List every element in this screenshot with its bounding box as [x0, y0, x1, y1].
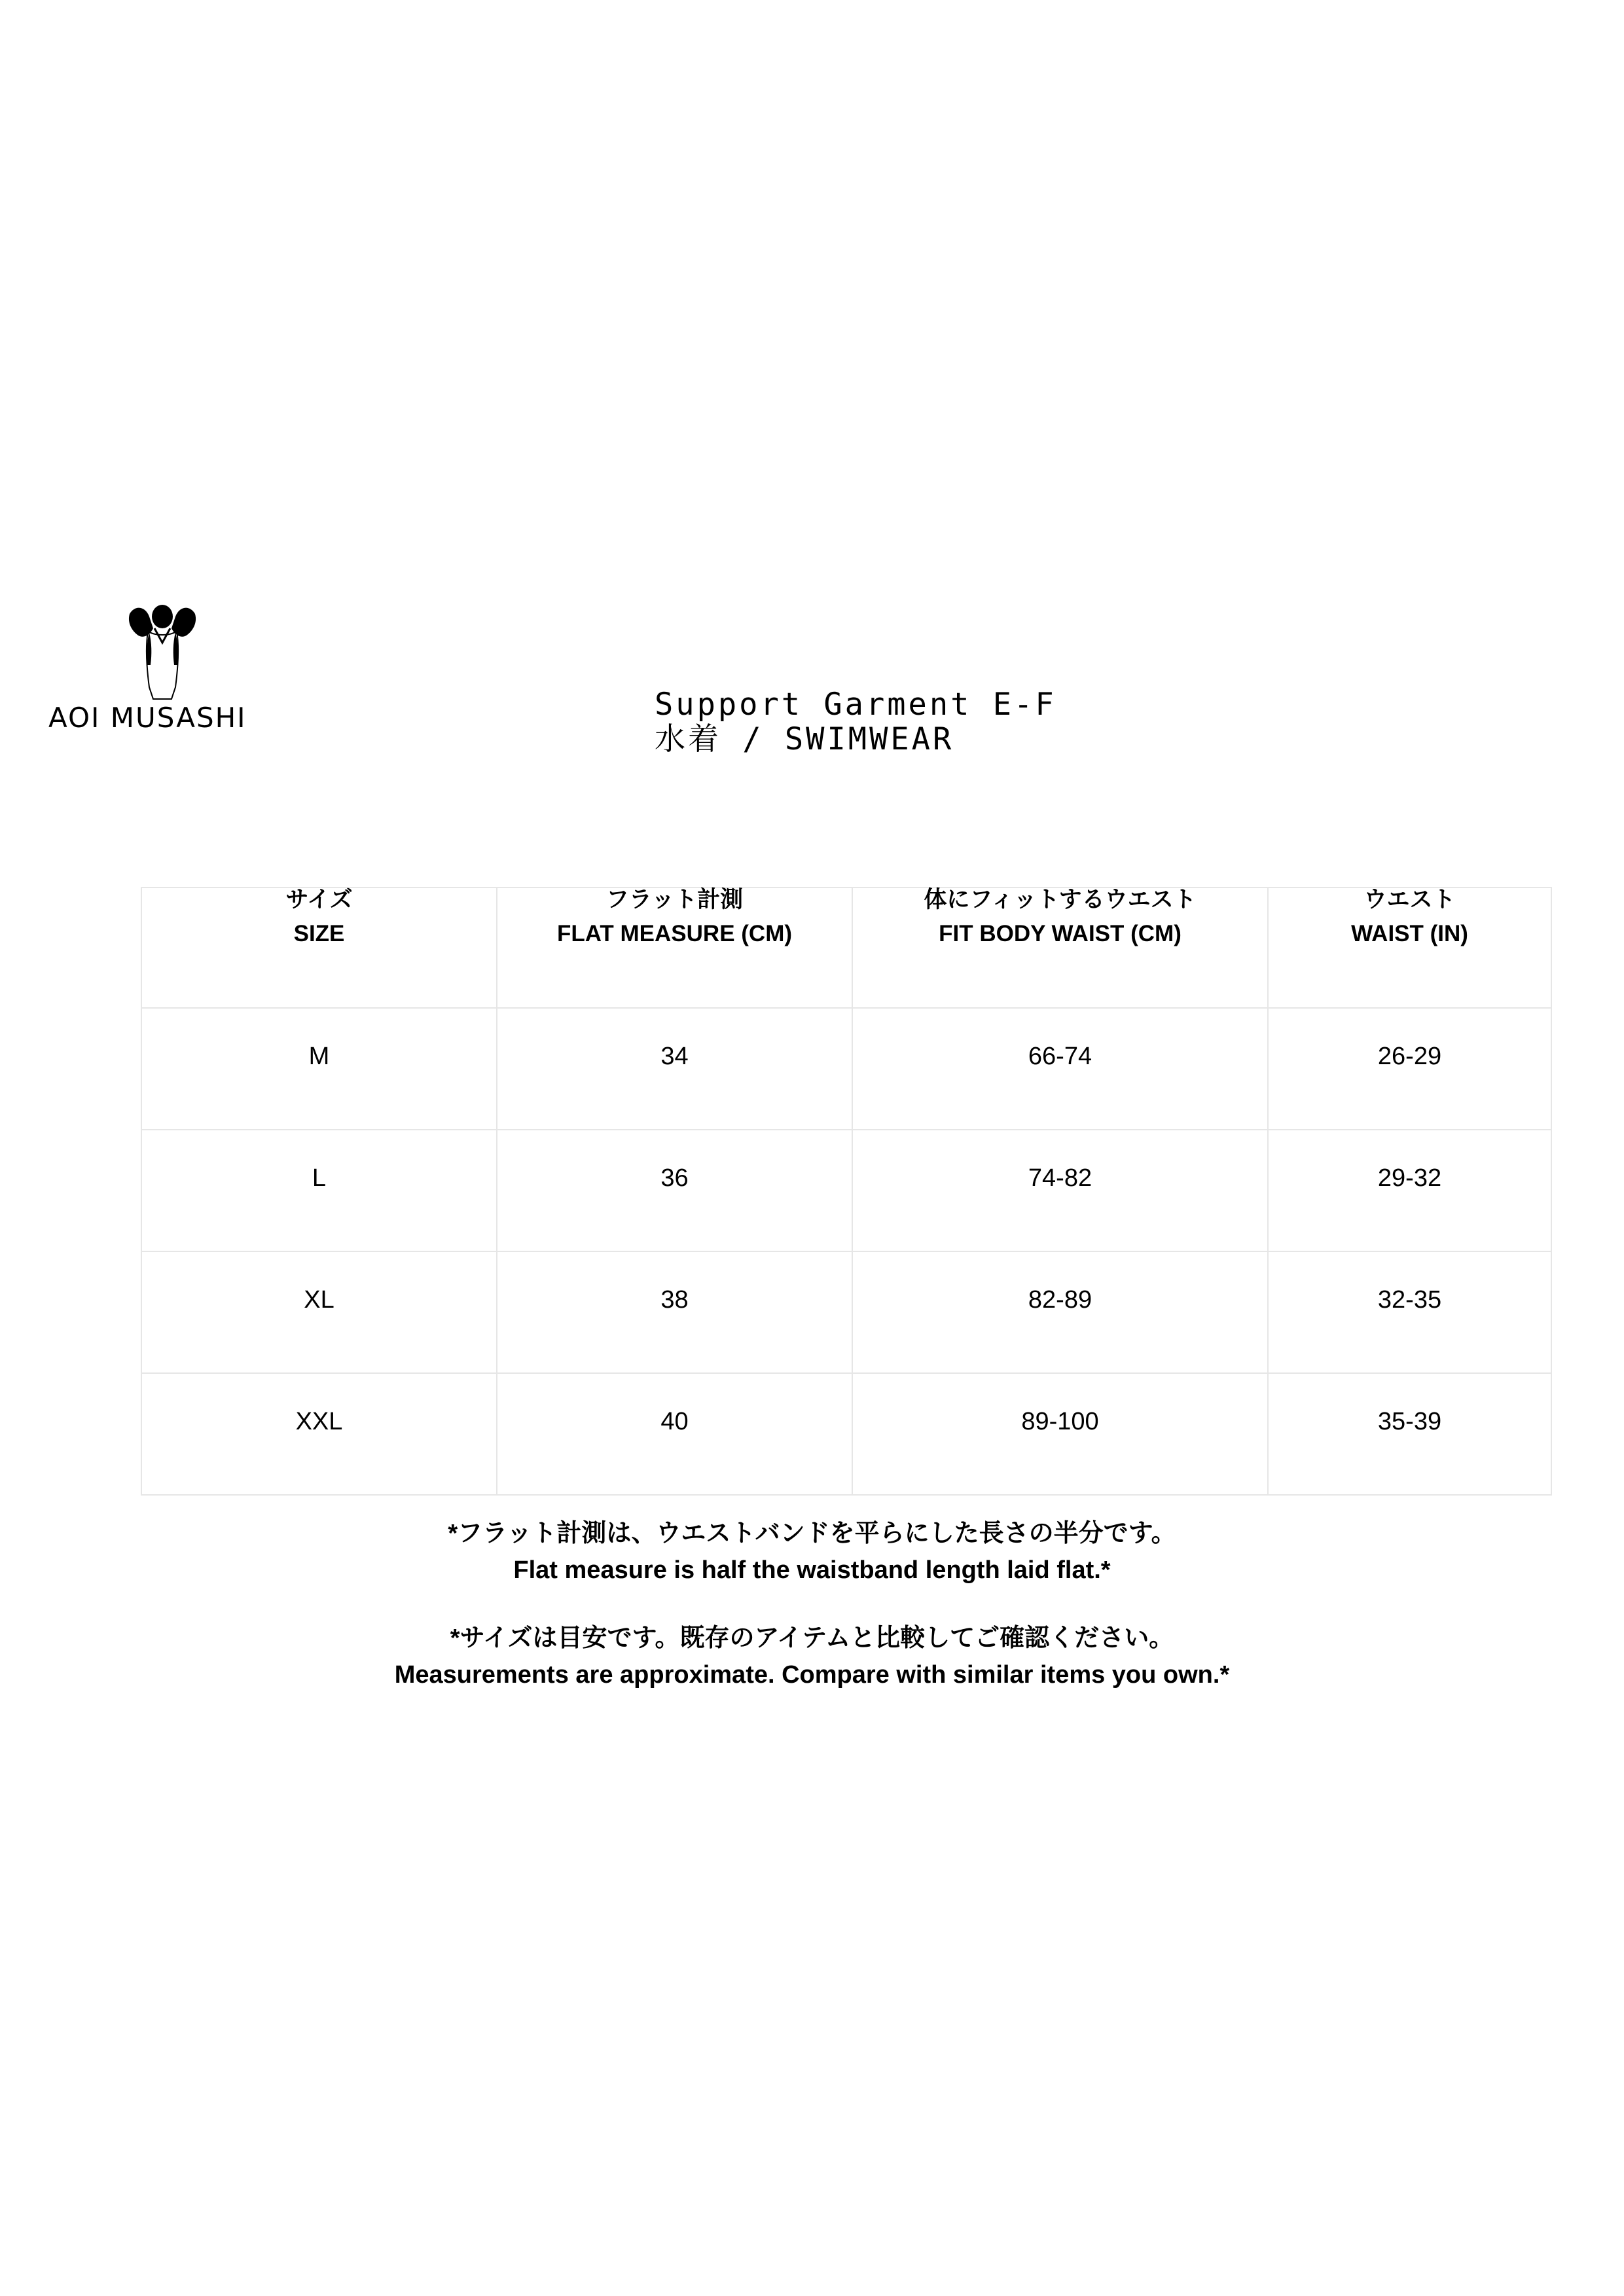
table-header-row: [141, 888, 1551, 1008]
cell-size: XL: [141, 1251, 497, 1373]
cell-waist-in: 29-32: [1268, 1130, 1551, 1251]
cell-fit-body-waist: 89-100: [852, 1373, 1268, 1495]
cell-waist-in: 35-39: [1268, 1373, 1551, 1495]
brand-logo: [46, 602, 295, 746]
note-approximate-en: Measurements are approximate. Compare with similar items you own.*: [394, 1661, 1230, 1689]
product-title: Support Garment E-F: [655, 687, 1056, 723]
note-flat-measure-en: Flat measure is half the waistband length laid flat.*: [513, 1556, 1111, 1584]
note-flat-measure-jp: *フラット計測は、ウエストバンドを平らにした長さの半分です。: [448, 1520, 1176, 1547]
size-chart-table: [141, 887, 1552, 1496]
cell-size: L: [141, 1130, 497, 1251]
cell-fit-body-waist: 66-74: [852, 1008, 1268, 1130]
header-size: [141, 888, 497, 1008]
header-fit-body-waist: [852, 888, 1268, 1008]
cell-flat-measure: 34: [497, 1008, 852, 1130]
header-size-jp: サイズ: [285, 887, 353, 912]
cell-waist-in: 32-35: [1268, 1251, 1551, 1373]
header-waist-in-jp: ウエスト: [1363, 887, 1456, 912]
header-flat-measure-jp: フラット計測: [605, 887, 744, 912]
product-category: 水着 / SWIMWEAR: [655, 721, 954, 757]
note-approximate-jp: *サイズは目安です。既存のアイテムと比較してご確認ください。: [450, 1624, 1174, 1652]
table-row: [141, 1373, 1551, 1495]
cell-flat-measure: 40: [497, 1373, 852, 1495]
cell-size: M: [141, 1008, 497, 1130]
table-row: [141, 1251, 1551, 1373]
cell-size: XXL: [141, 1373, 497, 1495]
page-title: [655, 687, 1056, 757]
header-fit-body-waist-en: FIT BODY WAIST (CM): [939, 921, 1182, 946]
header-waist-in: [1268, 888, 1551, 1008]
header-fit-body-waist-jp: 体にフィットするウエスト: [924, 887, 1197, 912]
table-row: [141, 1130, 1551, 1251]
header-flat-measure: [497, 888, 852, 1008]
cell-fit-body-waist: 82-89: [852, 1251, 1268, 1373]
cell-fit-body-waist: 74-82: [852, 1130, 1268, 1251]
brand-name: AOI MUSASHI: [48, 702, 247, 734]
cell-waist-in: 26-29: [1268, 1008, 1551, 1130]
cell-flat-measure: 38: [497, 1251, 852, 1373]
table-row: [141, 1008, 1551, 1130]
header-flat-measure-en: FLAT MEASURE (CM): [556, 921, 793, 946]
cell-flat-measure: 36: [497, 1130, 852, 1251]
header-size-en: SIZE: [293, 921, 345, 946]
figure-logo-icon: [123, 602, 202, 700]
header-waist-in-en: WAIST (IN): [1351, 921, 1468, 946]
size-notes: [0, 1515, 1624, 1693]
